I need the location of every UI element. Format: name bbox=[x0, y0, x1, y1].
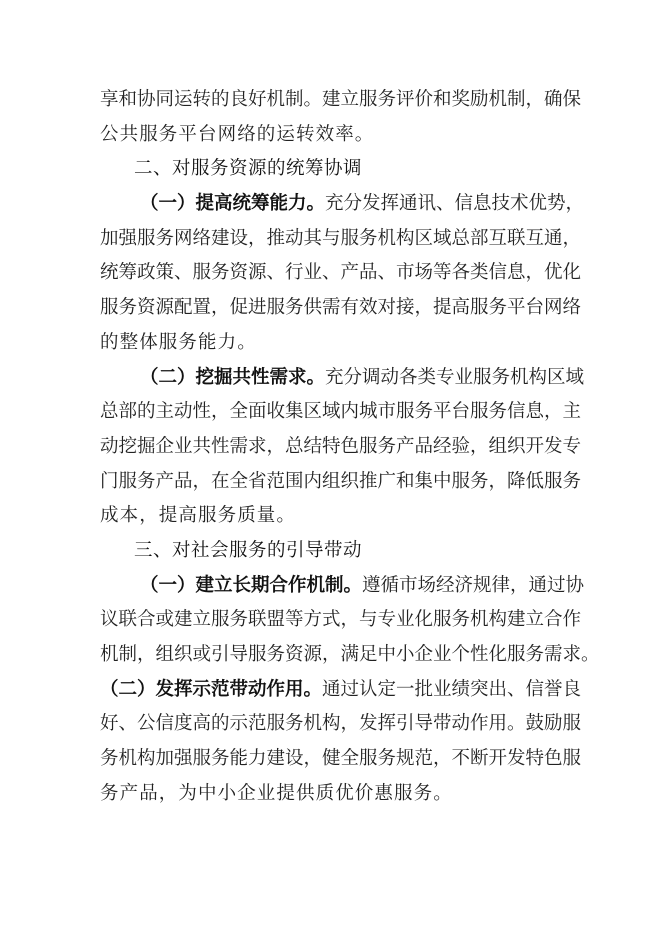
line-text: 议联合或建立服务联盟等方式，与专业化服务机构建立合作 bbox=[100, 609, 582, 631]
text-line bbox=[100, 638, 600, 673]
line-text: 统筹政策、服务资源、行业、产品、市场等各类信息，优化 bbox=[100, 262, 582, 284]
text-line bbox=[100, 222, 582, 257]
line-text: 务机构加强服务能力建设，健全服务规范，不断开发特色服 bbox=[100, 748, 582, 770]
line-text: 动挖掘企业共性需求，总结特色服务产品经验，组织开发专 bbox=[100, 435, 582, 457]
text-line bbox=[100, 83, 582, 118]
text-line bbox=[100, 707, 582, 742]
text-line bbox=[100, 569, 585, 604]
line-text: 充分发挥通讯、信息技术优势， bbox=[325, 193, 585, 215]
subsection-title: （二）挖掘共性需求。 bbox=[140, 366, 326, 388]
text-line bbox=[100, 603, 582, 638]
text-line bbox=[100, 187, 585, 222]
subsection-title: （一）建立长期合作机制。 bbox=[140, 574, 363, 596]
line-text: 机制，组织或引导服务资源，满足中小企业个性化服务需求。 bbox=[100, 644, 600, 665]
text-line bbox=[100, 395, 582, 430]
line-text: 遵循市场经济规律，通过协 bbox=[362, 574, 585, 596]
text-line bbox=[100, 430, 582, 465]
line-text: 门服务产品，在全省范围内组织推广和集中服务，降低服务 bbox=[100, 470, 582, 492]
text-line bbox=[100, 499, 573, 534]
line-text: 务产品，为中小企业提供质优价惠服务。 bbox=[100, 782, 453, 804]
line-text: 通过认定一批业绩突出、信誉良 bbox=[322, 678, 582, 700]
text-line bbox=[100, 326, 573, 361]
line-text: 成本，提高服务质量。 bbox=[100, 505, 297, 527]
text-line bbox=[100, 465, 582, 500]
line-text: 服务资源配置，促进服务供需有效对接，提高服务平台网络 bbox=[100, 297, 582, 319]
text-line bbox=[100, 742, 582, 777]
section-heading bbox=[100, 534, 573, 569]
line-text: 加强服务网络建设，推动其与服务机构区域总部互联互通， bbox=[100, 227, 582, 249]
line-text: 好、公信度高的示范服务机构，发挥引导带动作用。鼓励服 bbox=[100, 713, 582, 735]
text-line bbox=[100, 361, 585, 396]
text-line bbox=[100, 291, 582, 326]
document-body bbox=[100, 83, 600, 811]
line-text: 三、对社会服务的引导带动 bbox=[134, 539, 363, 561]
text-line bbox=[100, 777, 573, 812]
line-text: 充分调动各类专业服务机构区域 bbox=[325, 366, 585, 388]
line-text: 公共服务平台网络的运转效率。 bbox=[100, 123, 375, 145]
text-line bbox=[100, 673, 582, 708]
text-line bbox=[100, 256, 582, 291]
subsection-title: （一）提高统筹能力。 bbox=[140, 193, 326, 215]
line-text: 的整体服务能力。 bbox=[100, 331, 257, 353]
line-text: 总部的主动性，全面收集区域内城市服务平台服务信息，主 bbox=[100, 401, 582, 423]
section-heading bbox=[100, 152, 573, 187]
text-line bbox=[100, 118, 573, 153]
subsection-title: （二）发挥示范带动作用。 bbox=[100, 678, 323, 700]
line-text: 二、对服务资源的统筹协调 bbox=[134, 158, 363, 180]
line-text: 享和协同运转的良好机制。建立服务评价和奖励机制，确保 bbox=[100, 89, 582, 110]
